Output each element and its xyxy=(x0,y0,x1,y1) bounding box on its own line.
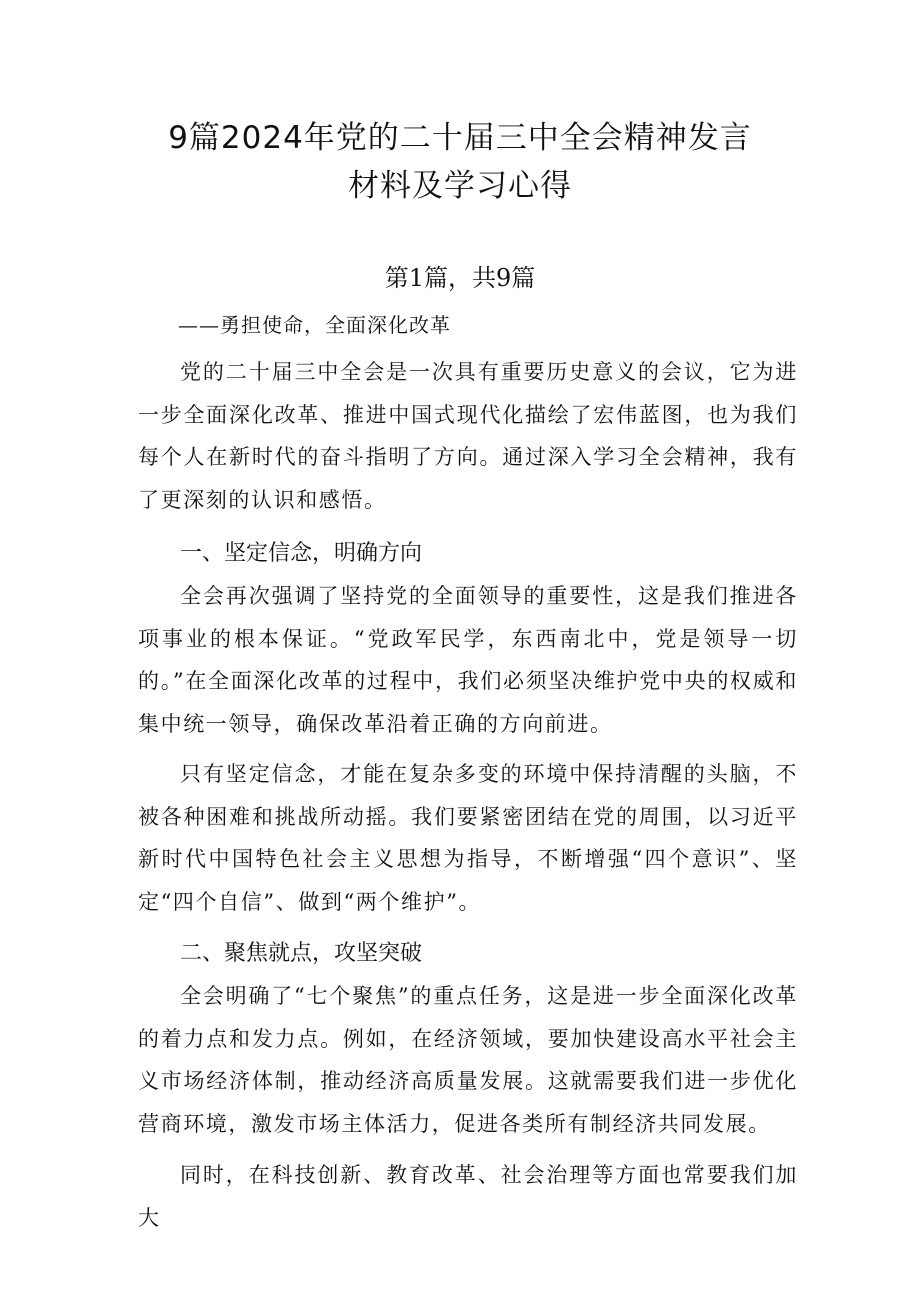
section-heading-2: 二、聚焦就点，攻坚突破 xyxy=(180,941,423,966)
paragraph-section2-2: 同时，在科技创新、教育改革、社会治理等方面也常要我们加大 xyxy=(138,1163,798,1230)
part-label: 第1篇，共9篇 xyxy=(384,264,536,292)
document-title-line-1: 9篇2024年党的二十届三中全会精神发言 xyxy=(168,120,752,156)
paragraph-section2-1: 全会明确了“七个聚焦”的重点任务，这是进一步全面深化改革的着力点和发力点。例如，在经济领域，要加快建设高水平社会主义市场经济体制，推动经济高质量发展。这就需要我们进一步优化营商环境，激发市场主体活力，促进各类所有制经济共同发展。 xyxy=(138,984,798,1136)
article-subtitle: ——勇担使命，全面深化改革 xyxy=(178,313,451,337)
document-title-line-2: 材料及学习心得 xyxy=(348,168,572,204)
paragraph-intro: 党的二十届三中全会是一次具有重要历史意义的会议，它为进一步全面深化改革、推进中国式现代化描绘了宏伟蓝图，也为我们每个人在新时代的奋斗指明了方向。通过深入学习全会精神，我有了更深刻的认识和感悟。 xyxy=(138,360,798,512)
section-heading-1: 一、坚定信念，明确方向 xyxy=(180,541,423,566)
paragraph-section1-2: 只有坚定信念，才能在复杂多变的环境中保持清醒的头脑，不被各种困难和挑战所动摇。我们要紧密团结在党的周围，以习近平新时代中国特色社会主义思想为指导，不断增强“四个意识”、坚定“四个自信”、做到“两个维护”。 xyxy=(138,762,798,914)
paragraph-section1-1: 全会再次强调了坚持党的全面领导的重要性，这是我们推进各项事业的根本保证。“党政军民学，东西南北中，党是领导一切的。”在全面深化改革的过程中，我们必须坚决维护党中央的权威和集中统一领导，确保改革沿着正确的方向前进。 xyxy=(138,584,798,736)
